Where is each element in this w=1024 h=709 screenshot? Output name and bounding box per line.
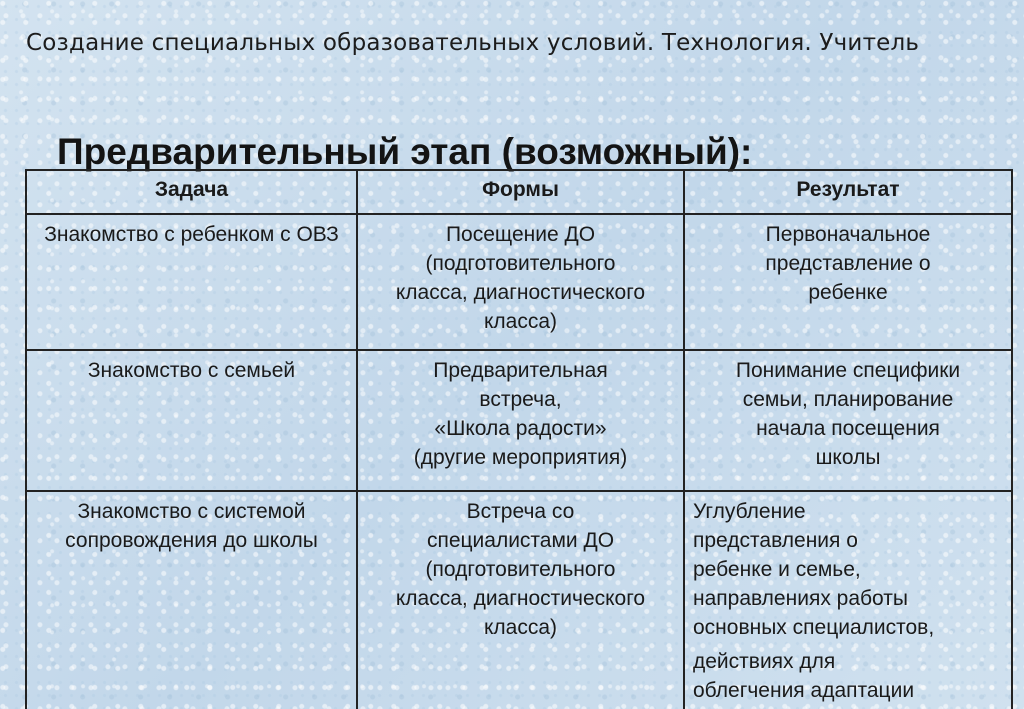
- result-line: направлениях работы: [693, 587, 908, 610]
- task-cell: [26, 214, 357, 350]
- forms-line: (подготовительного: [425, 252, 616, 275]
- task-cell: [26, 350, 357, 491]
- table-row: [26, 491, 1012, 709]
- forms-cell: [357, 214, 684, 350]
- result-line: школы: [815, 446, 881, 469]
- column-header-forms: Формы: [357, 170, 684, 214]
- forms-line: встреча,: [479, 388, 562, 411]
- result-line: ребенке: [808, 281, 888, 304]
- result-line: семьи, планирование: [742, 388, 954, 411]
- forms-line: класса): [483, 310, 558, 333]
- forms-line: класса, диагностического: [395, 281, 646, 304]
- forms-line: Предварительная: [433, 359, 608, 382]
- task-text: Знакомство с системой сопровождения до школы: [65, 500, 318, 552]
- forms-line: Встреча со: [466, 500, 575, 523]
- result-line: представления о: [693, 529, 858, 552]
- task-text: Знакомство с семьей: [87, 359, 296, 382]
- result-line: действиях для: [693, 650, 836, 673]
- forms-line: специалистами ДО: [426, 529, 615, 552]
- result-line: Углубление: [693, 500, 806, 523]
- result-cell: [684, 491, 1012, 709]
- result-line: Понимание специфики: [735, 359, 961, 382]
- result-cell: [684, 214, 1012, 350]
- result-line: облегчения адаптации: [693, 679, 915, 702]
- forms-line: Посещение ДО: [445, 223, 596, 246]
- slide-header: Создание специальных образовательных условий. Технология. Учитель: [26, 30, 920, 56]
- forms-line: «Школа радости»: [434, 417, 607, 440]
- table-header-row: [26, 170, 1012, 214]
- result-cell: [684, 350, 1012, 491]
- column-header-task: Задача: [26, 170, 357, 214]
- forms-cell: [357, 491, 684, 709]
- result-line: представление о: [765, 252, 931, 275]
- table-row: [26, 350, 1012, 491]
- forms-line: класса): [483, 616, 558, 639]
- table-row: [26, 214, 1012, 350]
- task-cell: [26, 491, 357, 709]
- forms-line: (другие мероприятия): [413, 446, 628, 469]
- forms-line: класса, диагностического: [395, 587, 646, 610]
- result-line: Первоначальное: [765, 223, 931, 246]
- result-line: основных специалистов,: [693, 616, 935, 639]
- stages-table: [25, 169, 1013, 709]
- forms-line: (подготовительного: [425, 558, 616, 581]
- slide-title: Предварительный этап (возможный):: [57, 131, 753, 172]
- result-line: ребенке и семье,: [693, 558, 861, 581]
- forms-cell: [357, 350, 684, 491]
- task-text: Знакомство с ребенком с ОВЗ: [44, 223, 339, 246]
- column-header-result: Результат: [684, 170, 1012, 214]
- result-line: начала посещения: [756, 417, 940, 440]
